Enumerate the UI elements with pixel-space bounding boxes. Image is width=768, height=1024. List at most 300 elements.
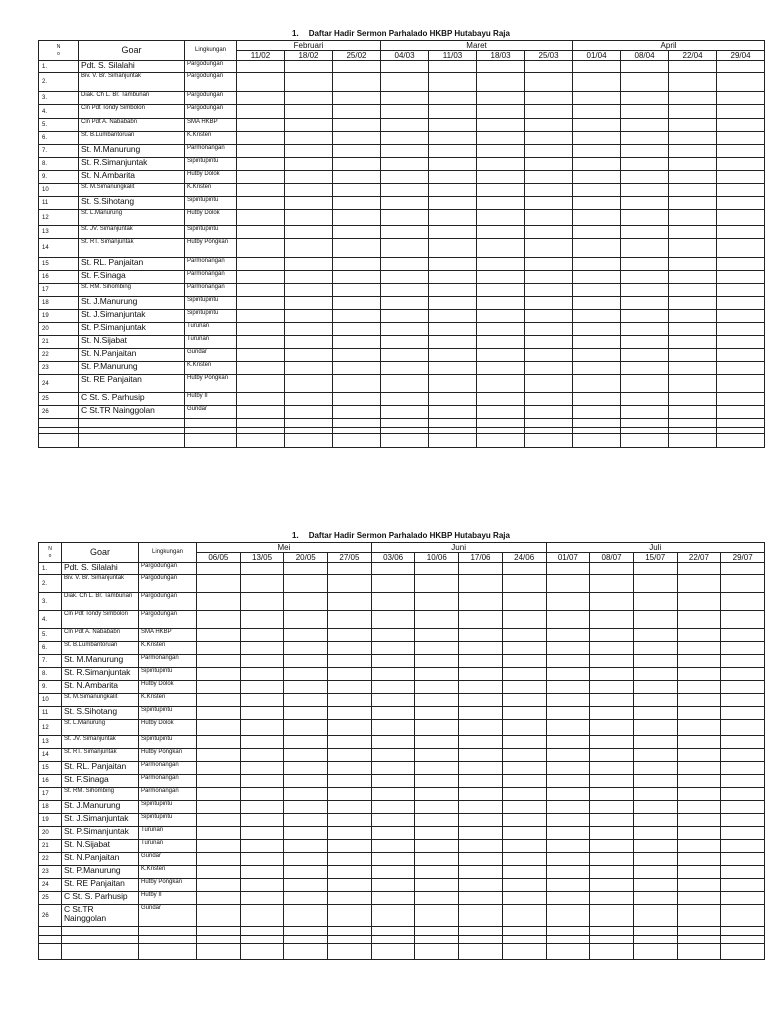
attendance-cell[interactable] (502, 593, 546, 611)
attendance-cell[interactable] (237, 239, 285, 258)
attendance-cell[interactable] (459, 707, 503, 720)
attendance-cell[interactable] (573, 310, 621, 323)
attendance-cell[interactable] (415, 853, 459, 866)
attendance-cell[interactable] (197, 575, 241, 593)
attendance-cell[interactable] (333, 226, 381, 239)
attendance-cell[interactable] (237, 434, 285, 448)
attendance-cell[interactable] (381, 61, 429, 73)
attendance-cell[interactable] (477, 406, 525, 419)
attendance-cell[interactable] (546, 681, 590, 694)
attendance-cell[interactable] (240, 827, 284, 840)
attendance-cell[interactable] (590, 611, 634, 629)
attendance-cell[interactable] (633, 694, 677, 707)
attendance-cell[interactable] (197, 905, 241, 927)
attendance-cell[interactable] (669, 145, 717, 158)
attendance-cell[interactable] (284, 814, 328, 827)
attendance-cell[interactable] (546, 563, 590, 575)
attendance-cell[interactable] (721, 827, 765, 840)
attendance-cell[interactable] (240, 629, 284, 642)
attendance-cell[interactable] (477, 336, 525, 349)
attendance-cell[interactable] (721, 707, 765, 720)
attendance-cell[interactable] (633, 775, 677, 788)
attendance-cell[interactable] (415, 892, 459, 905)
attendance-cell[interactable] (590, 905, 634, 927)
attendance-cell[interactable] (525, 210, 573, 226)
attendance-cell[interactable] (429, 258, 477, 271)
attendance-cell[interactable] (415, 944, 459, 960)
attendance-cell[interactable] (573, 323, 621, 336)
attendance-cell[interactable] (328, 927, 372, 936)
attendance-cell[interactable] (590, 944, 634, 960)
attendance-cell[interactable] (677, 814, 721, 827)
attendance-cell[interactable] (546, 814, 590, 827)
attendance-cell[interactable] (621, 132, 669, 145)
attendance-cell[interactable] (197, 707, 241, 720)
attendance-cell[interactable] (237, 336, 285, 349)
attendance-cell[interactable] (669, 226, 717, 239)
attendance-cell[interactable] (381, 310, 429, 323)
attendance-cell[interactable] (502, 801, 546, 814)
attendance-cell[interactable] (477, 434, 525, 448)
attendance-cell[interactable] (328, 892, 372, 905)
attendance-cell[interactable] (633, 668, 677, 681)
attendance-cell[interactable] (633, 611, 677, 629)
attendance-cell[interactable] (717, 375, 765, 393)
attendance-cell[interactable] (237, 258, 285, 271)
attendance-cell[interactable] (717, 119, 765, 132)
attendance-cell[interactable] (717, 61, 765, 73)
attendance-cell[interactable] (333, 132, 381, 145)
attendance-cell[interactable] (240, 611, 284, 629)
attendance-cell[interactable] (525, 197, 573, 210)
attendance-cell[interactable] (381, 132, 429, 145)
attendance-cell[interactable] (333, 145, 381, 158)
attendance-cell[interactable] (633, 944, 677, 960)
attendance-cell[interactable] (284, 801, 328, 814)
attendance-cell[interactable] (677, 775, 721, 788)
attendance-cell[interactable] (429, 375, 477, 393)
attendance-cell[interactable] (197, 788, 241, 801)
attendance-cell[interactable] (590, 593, 634, 611)
attendance-cell[interactable] (677, 866, 721, 879)
attendance-cell[interactable] (237, 92, 285, 105)
attendance-cell[interactable] (717, 171, 765, 184)
attendance-cell[interactable] (590, 736, 634, 749)
attendance-cell[interactable] (573, 362, 621, 375)
attendance-cell[interactable] (285, 61, 333, 73)
attendance-cell[interactable] (525, 284, 573, 297)
attendance-cell[interactable] (525, 158, 573, 171)
attendance-cell[interactable] (502, 681, 546, 694)
attendance-cell[interactable] (717, 419, 765, 428)
attendance-cell[interactable] (371, 840, 415, 853)
attendance-cell[interactable] (237, 119, 285, 132)
attendance-cell[interactable] (333, 73, 381, 92)
attendance-cell[interactable] (573, 258, 621, 271)
attendance-cell[interactable] (502, 866, 546, 879)
attendance-cell[interactable] (237, 73, 285, 92)
attendance-cell[interactable] (721, 749, 765, 762)
attendance-cell[interactable] (415, 905, 459, 927)
attendance-cell[interactable] (621, 158, 669, 171)
attendance-cell[interactable] (459, 681, 503, 694)
attendance-cell[interactable] (459, 668, 503, 681)
attendance-cell[interactable] (669, 210, 717, 226)
attendance-cell[interactable] (284, 905, 328, 927)
attendance-cell[interactable] (459, 575, 503, 593)
attendance-cell[interactable] (284, 681, 328, 694)
attendance-cell[interactable] (621, 92, 669, 105)
attendance-cell[interactable] (721, 720, 765, 736)
attendance-cell[interactable] (502, 879, 546, 892)
attendance-cell[interactable] (633, 681, 677, 694)
attendance-cell[interactable] (633, 840, 677, 853)
attendance-cell[interactable] (573, 145, 621, 158)
attendance-cell[interactable] (590, 749, 634, 762)
attendance-cell[interactable] (333, 239, 381, 258)
attendance-cell[interactable] (415, 840, 459, 853)
attendance-cell[interactable] (284, 944, 328, 960)
attendance-cell[interactable] (573, 226, 621, 239)
attendance-cell[interactable] (415, 736, 459, 749)
attendance-cell[interactable] (721, 905, 765, 927)
attendance-cell[interactable] (590, 707, 634, 720)
attendance-cell[interactable] (237, 61, 285, 73)
attendance-cell[interactable] (573, 210, 621, 226)
attendance-cell[interactable] (333, 434, 381, 448)
attendance-cell[interactable] (333, 271, 381, 284)
attendance-cell[interactable] (546, 866, 590, 879)
attendance-cell[interactable] (721, 611, 765, 629)
attendance-cell[interactable] (717, 297, 765, 310)
attendance-cell[interactable] (546, 655, 590, 668)
attendance-cell[interactable] (328, 749, 372, 762)
attendance-cell[interactable] (284, 788, 328, 801)
attendance-cell[interactable] (381, 434, 429, 448)
attendance-cell[interactable] (371, 775, 415, 788)
attendance-cell[interactable] (328, 575, 372, 593)
attendance-cell[interactable] (284, 762, 328, 775)
attendance-cell[interactable] (546, 788, 590, 801)
attendance-cell[interactable] (677, 762, 721, 775)
attendance-cell[interactable] (717, 92, 765, 105)
attendance-cell[interactable] (429, 362, 477, 375)
attendance-cell[interactable] (621, 210, 669, 226)
attendance-cell[interactable] (381, 119, 429, 132)
attendance-cell[interactable] (237, 132, 285, 145)
attendance-cell[interactable] (429, 239, 477, 258)
attendance-cell[interactable] (197, 593, 241, 611)
attendance-cell[interactable] (237, 362, 285, 375)
attendance-cell[interactable] (284, 853, 328, 866)
attendance-cell[interactable] (429, 119, 477, 132)
attendance-cell[interactable] (525, 145, 573, 158)
attendance-cell[interactable] (546, 840, 590, 853)
attendance-cell[interactable] (502, 775, 546, 788)
attendance-cell[interactable] (590, 642, 634, 655)
attendance-cell[interactable] (477, 92, 525, 105)
attendance-cell[interactable] (429, 197, 477, 210)
attendance-cell[interactable] (197, 668, 241, 681)
attendance-cell[interactable] (669, 419, 717, 428)
attendance-cell[interactable] (285, 434, 333, 448)
attendance-cell[interactable] (721, 655, 765, 668)
attendance-cell[interactable] (371, 801, 415, 814)
attendance-cell[interactable] (669, 184, 717, 197)
attendance-cell[interactable] (240, 814, 284, 827)
attendance-cell[interactable] (240, 879, 284, 892)
attendance-cell[interactable] (197, 655, 241, 668)
attendance-cell[interactable] (477, 375, 525, 393)
attendance-cell[interactable] (669, 132, 717, 145)
attendance-cell[interactable] (669, 434, 717, 448)
attendance-cell[interactable] (285, 349, 333, 362)
attendance-cell[interactable] (237, 323, 285, 336)
attendance-cell[interactable] (415, 801, 459, 814)
attendance-cell[interactable] (333, 406, 381, 419)
attendance-cell[interactable] (285, 271, 333, 284)
attendance-cell[interactable] (502, 736, 546, 749)
attendance-cell[interactable] (633, 762, 677, 775)
attendance-cell[interactable] (371, 944, 415, 960)
attendance-cell[interactable] (371, 611, 415, 629)
attendance-cell[interactable] (546, 905, 590, 927)
attendance-cell[interactable] (371, 563, 415, 575)
attendance-cell[interactable] (333, 393, 381, 406)
attendance-cell[interactable] (546, 944, 590, 960)
attendance-cell[interactable] (477, 271, 525, 284)
attendance-cell[interactable] (237, 271, 285, 284)
attendance-cell[interactable] (381, 336, 429, 349)
attendance-cell[interactable] (573, 184, 621, 197)
attendance-cell[interactable] (621, 393, 669, 406)
attendance-cell[interactable] (633, 593, 677, 611)
attendance-cell[interactable] (677, 611, 721, 629)
attendance-cell[interactable] (721, 593, 765, 611)
attendance-cell[interactable] (415, 707, 459, 720)
attendance-cell[interactable] (333, 310, 381, 323)
attendance-cell[interactable] (237, 197, 285, 210)
attendance-cell[interactable] (525, 362, 573, 375)
attendance-cell[interactable] (459, 642, 503, 655)
attendance-cell[interactable] (621, 145, 669, 158)
attendance-cell[interactable] (371, 720, 415, 736)
attendance-cell[interactable] (677, 749, 721, 762)
attendance-cell[interactable] (285, 310, 333, 323)
attendance-cell[interactable] (669, 171, 717, 184)
attendance-cell[interactable] (677, 879, 721, 892)
attendance-cell[interactable] (237, 145, 285, 158)
attendance-cell[interactable] (197, 749, 241, 762)
attendance-cell[interactable] (502, 788, 546, 801)
attendance-cell[interactable] (371, 694, 415, 707)
attendance-cell[interactable] (381, 284, 429, 297)
attendance-cell[interactable] (285, 197, 333, 210)
attendance-cell[interactable] (285, 419, 333, 428)
attendance-cell[interactable] (669, 297, 717, 310)
attendance-cell[interactable] (237, 349, 285, 362)
attendance-cell[interactable] (677, 788, 721, 801)
attendance-cell[interactable] (429, 419, 477, 428)
attendance-cell[interactable] (240, 694, 284, 707)
attendance-cell[interactable] (197, 720, 241, 736)
attendance-cell[interactable] (284, 892, 328, 905)
attendance-cell[interactable] (284, 655, 328, 668)
attendance-cell[interactable] (429, 271, 477, 284)
attendance-cell[interactable] (333, 375, 381, 393)
attendance-cell[interactable] (240, 707, 284, 720)
attendance-cell[interactable] (573, 271, 621, 284)
attendance-cell[interactable] (197, 563, 241, 575)
attendance-cell[interactable] (525, 132, 573, 145)
attendance-cell[interactable] (240, 840, 284, 853)
attendance-cell[interactable] (546, 749, 590, 762)
attendance-cell[interactable] (285, 226, 333, 239)
attendance-cell[interactable] (633, 801, 677, 814)
attendance-cell[interactable] (633, 927, 677, 936)
attendance-cell[interactable] (240, 892, 284, 905)
attendance-cell[interactable] (633, 879, 677, 892)
attendance-cell[interactable] (333, 297, 381, 310)
attendance-cell[interactable] (381, 92, 429, 105)
attendance-cell[interactable] (477, 393, 525, 406)
attendance-cell[interactable] (459, 736, 503, 749)
attendance-cell[interactable] (285, 171, 333, 184)
attendance-cell[interactable] (525, 119, 573, 132)
attendance-cell[interactable] (633, 629, 677, 642)
attendance-cell[interactable] (328, 801, 372, 814)
attendance-cell[interactable] (237, 210, 285, 226)
attendance-cell[interactable] (371, 762, 415, 775)
attendance-cell[interactable] (546, 707, 590, 720)
attendance-cell[interactable] (415, 936, 459, 944)
attendance-cell[interactable] (546, 762, 590, 775)
attendance-cell[interactable] (502, 563, 546, 575)
attendance-cell[interactable] (621, 226, 669, 239)
attendance-cell[interactable] (429, 184, 477, 197)
attendance-cell[interactable] (669, 349, 717, 362)
attendance-cell[interactable] (621, 197, 669, 210)
attendance-cell[interactable] (546, 642, 590, 655)
attendance-cell[interactable] (590, 936, 634, 944)
attendance-cell[interactable] (237, 184, 285, 197)
attendance-cell[interactable] (328, 694, 372, 707)
attendance-cell[interactable] (240, 642, 284, 655)
attendance-cell[interactable] (197, 827, 241, 840)
attendance-cell[interactable] (502, 694, 546, 707)
attendance-cell[interactable] (502, 814, 546, 827)
attendance-cell[interactable] (573, 419, 621, 428)
attendance-cell[interactable] (371, 788, 415, 801)
attendance-cell[interactable] (240, 668, 284, 681)
attendance-cell[interactable] (240, 762, 284, 775)
attendance-cell[interactable] (546, 668, 590, 681)
attendance-cell[interactable] (502, 611, 546, 629)
attendance-cell[interactable] (415, 593, 459, 611)
attendance-cell[interactable] (633, 936, 677, 944)
attendance-cell[interactable] (459, 720, 503, 736)
attendance-cell[interactable] (197, 681, 241, 694)
attendance-cell[interactable] (721, 927, 765, 936)
attendance-cell[interactable] (333, 362, 381, 375)
attendance-cell[interactable] (237, 158, 285, 171)
attendance-cell[interactable] (677, 668, 721, 681)
attendance-cell[interactable] (381, 349, 429, 362)
attendance-cell[interactable] (573, 61, 621, 73)
attendance-cell[interactable] (381, 323, 429, 336)
attendance-cell[interactable] (502, 927, 546, 936)
attendance-cell[interactable] (721, 892, 765, 905)
attendance-cell[interactable] (573, 434, 621, 448)
attendance-cell[interactable] (285, 336, 333, 349)
attendance-cell[interactable] (573, 158, 621, 171)
attendance-cell[interactable] (240, 720, 284, 736)
attendance-cell[interactable] (381, 171, 429, 184)
attendance-cell[interactable] (717, 434, 765, 448)
attendance-cell[interactable] (459, 801, 503, 814)
attendance-cell[interactable] (546, 936, 590, 944)
attendance-cell[interactable] (333, 336, 381, 349)
attendance-cell[interactable] (371, 736, 415, 749)
attendance-cell[interactable] (721, 936, 765, 944)
attendance-cell[interactable] (333, 210, 381, 226)
attendance-cell[interactable] (677, 681, 721, 694)
attendance-cell[interactable] (546, 879, 590, 892)
attendance-cell[interactable] (285, 258, 333, 271)
attendance-cell[interactable] (328, 642, 372, 655)
attendance-cell[interactable] (633, 853, 677, 866)
attendance-cell[interactable] (677, 707, 721, 720)
attendance-cell[interactable] (429, 297, 477, 310)
attendance-cell[interactable] (197, 936, 241, 944)
attendance-cell[interactable] (621, 73, 669, 92)
attendance-cell[interactable] (371, 827, 415, 840)
attendance-cell[interactable] (381, 239, 429, 258)
attendance-cell[interactable] (328, 905, 372, 927)
attendance-cell[interactable] (477, 258, 525, 271)
attendance-cell[interactable] (333, 184, 381, 197)
attendance-cell[interactable] (573, 197, 621, 210)
attendance-cell[interactable] (459, 655, 503, 668)
attendance-cell[interactable] (669, 406, 717, 419)
attendance-cell[interactable] (546, 892, 590, 905)
attendance-cell[interactable] (237, 105, 285, 119)
attendance-cell[interactable] (721, 668, 765, 681)
attendance-cell[interactable] (197, 866, 241, 879)
attendance-cell[interactable] (415, 611, 459, 629)
attendance-cell[interactable] (590, 827, 634, 840)
attendance-cell[interactable] (477, 132, 525, 145)
attendance-cell[interactable] (677, 642, 721, 655)
attendance-cell[interactable] (717, 184, 765, 197)
attendance-cell[interactable] (621, 406, 669, 419)
attendance-cell[interactable] (477, 310, 525, 323)
attendance-cell[interactable] (502, 642, 546, 655)
attendance-cell[interactable] (240, 775, 284, 788)
attendance-cell[interactable] (721, 642, 765, 655)
attendance-cell[interactable] (328, 720, 372, 736)
attendance-cell[interactable] (573, 73, 621, 92)
attendance-cell[interactable] (721, 775, 765, 788)
attendance-cell[interactable] (429, 406, 477, 419)
attendance-cell[interactable] (240, 936, 284, 944)
attendance-cell[interactable] (717, 73, 765, 92)
attendance-cell[interactable] (721, 853, 765, 866)
attendance-cell[interactable] (429, 284, 477, 297)
attendance-cell[interactable] (477, 119, 525, 132)
attendance-cell[interactable] (459, 762, 503, 775)
attendance-cell[interactable] (573, 92, 621, 105)
